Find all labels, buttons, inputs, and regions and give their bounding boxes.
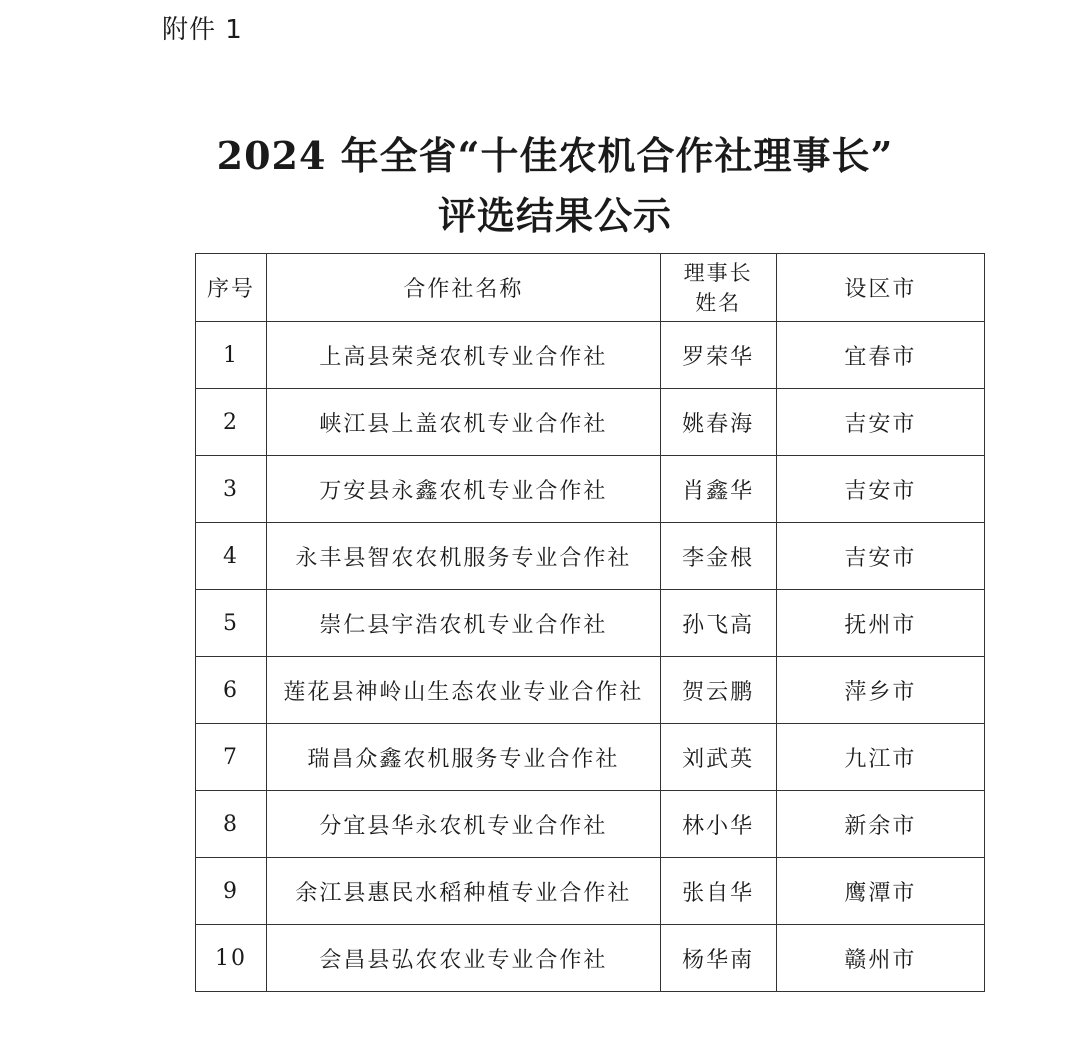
row-chair: 肖鑫华 (660, 456, 776, 523)
row-name: 崇仁县宇浩农机专业合作社 (267, 590, 660, 657)
table-row (196, 657, 985, 724)
row-name: 上高县荣尧农机专业合作社 (267, 322, 660, 389)
row-chair: 林小华 (660, 791, 776, 858)
row-name: 瑞昌众鑫农机服务专业合作社 (267, 724, 660, 791)
document-title-line2: 评选结果公示 (437, 193, 672, 238)
row-chair: 贺云鹏 (660, 657, 776, 724)
table-row (196, 456, 985, 523)
table-row (196, 724, 985, 791)
row-chair: 罗荣华 (660, 322, 776, 389)
row-no: 6 (196, 657, 267, 724)
row-no: 7 (196, 724, 267, 791)
row-city: 新余市 (776, 791, 984, 858)
table-row (196, 925, 985, 992)
row-no: 9 (196, 858, 267, 925)
row-no: 5 (196, 590, 267, 657)
row-city: 吉安市 (776, 523, 984, 590)
row-chair: 李金根 (660, 523, 776, 590)
row-chair: 姚春海 (660, 389, 776, 456)
row-city: 萍乡市 (776, 657, 984, 724)
results-table (195, 253, 985, 992)
table-row (196, 523, 985, 590)
row-name: 余江县惠民水稻种植专业合作社 (267, 858, 660, 925)
header-chair (660, 254, 776, 322)
row-name: 万安县永鑫农机专业合作社 (267, 456, 660, 523)
header-chair-line2: 姓名 (695, 290, 742, 315)
row-no: 3 (196, 456, 267, 523)
header-name: 合作社名称 (267, 254, 660, 322)
row-name: 峡江县上盖农机专业合作社 (267, 389, 660, 456)
header-no: 序号 (196, 254, 267, 322)
row-city: 九江市 (776, 724, 984, 791)
row-chair: 张自华 (660, 858, 776, 925)
row-name: 莲花县神岭山生态农业专业合作社 (267, 657, 660, 724)
row-city: 吉安市 (776, 389, 984, 456)
row-name: 会昌县弘农农业专业合作社 (267, 925, 660, 992)
table-row (196, 590, 985, 657)
table-row (196, 322, 985, 389)
table-row (196, 389, 985, 456)
attachment-label: 附件 1 (162, 15, 243, 45)
row-chair: 孙飞高 (660, 590, 776, 657)
row-no: 10 (196, 925, 267, 992)
document-title-line1: 2024 年全省“十佳农机合作社理事长” (216, 133, 894, 178)
row-name: 永丰县智农农机服务专业合作社 (267, 523, 660, 590)
row-name: 分宜县华永农机专业合作社 (267, 791, 660, 858)
table-row (196, 791, 985, 858)
row-city: 宜春市 (776, 322, 984, 389)
row-city: 鹰潭市 (776, 858, 984, 925)
row-city: 吉安市 (776, 456, 984, 523)
row-city: 赣州市 (776, 925, 984, 992)
row-city: 抚州市 (776, 590, 984, 657)
row-no: 8 (196, 791, 267, 858)
row-chair: 杨华南 (660, 925, 776, 992)
row-no: 2 (196, 389, 267, 456)
header-chair-line1: 理事长 (683, 260, 753, 285)
row-chair: 刘武英 (660, 724, 776, 791)
row-no: 4 (196, 523, 267, 590)
table-header-row (196, 254, 985, 322)
row-no: 1 (196, 322, 267, 389)
header-city: 设区市 (776, 254, 984, 322)
table-row (196, 858, 985, 925)
